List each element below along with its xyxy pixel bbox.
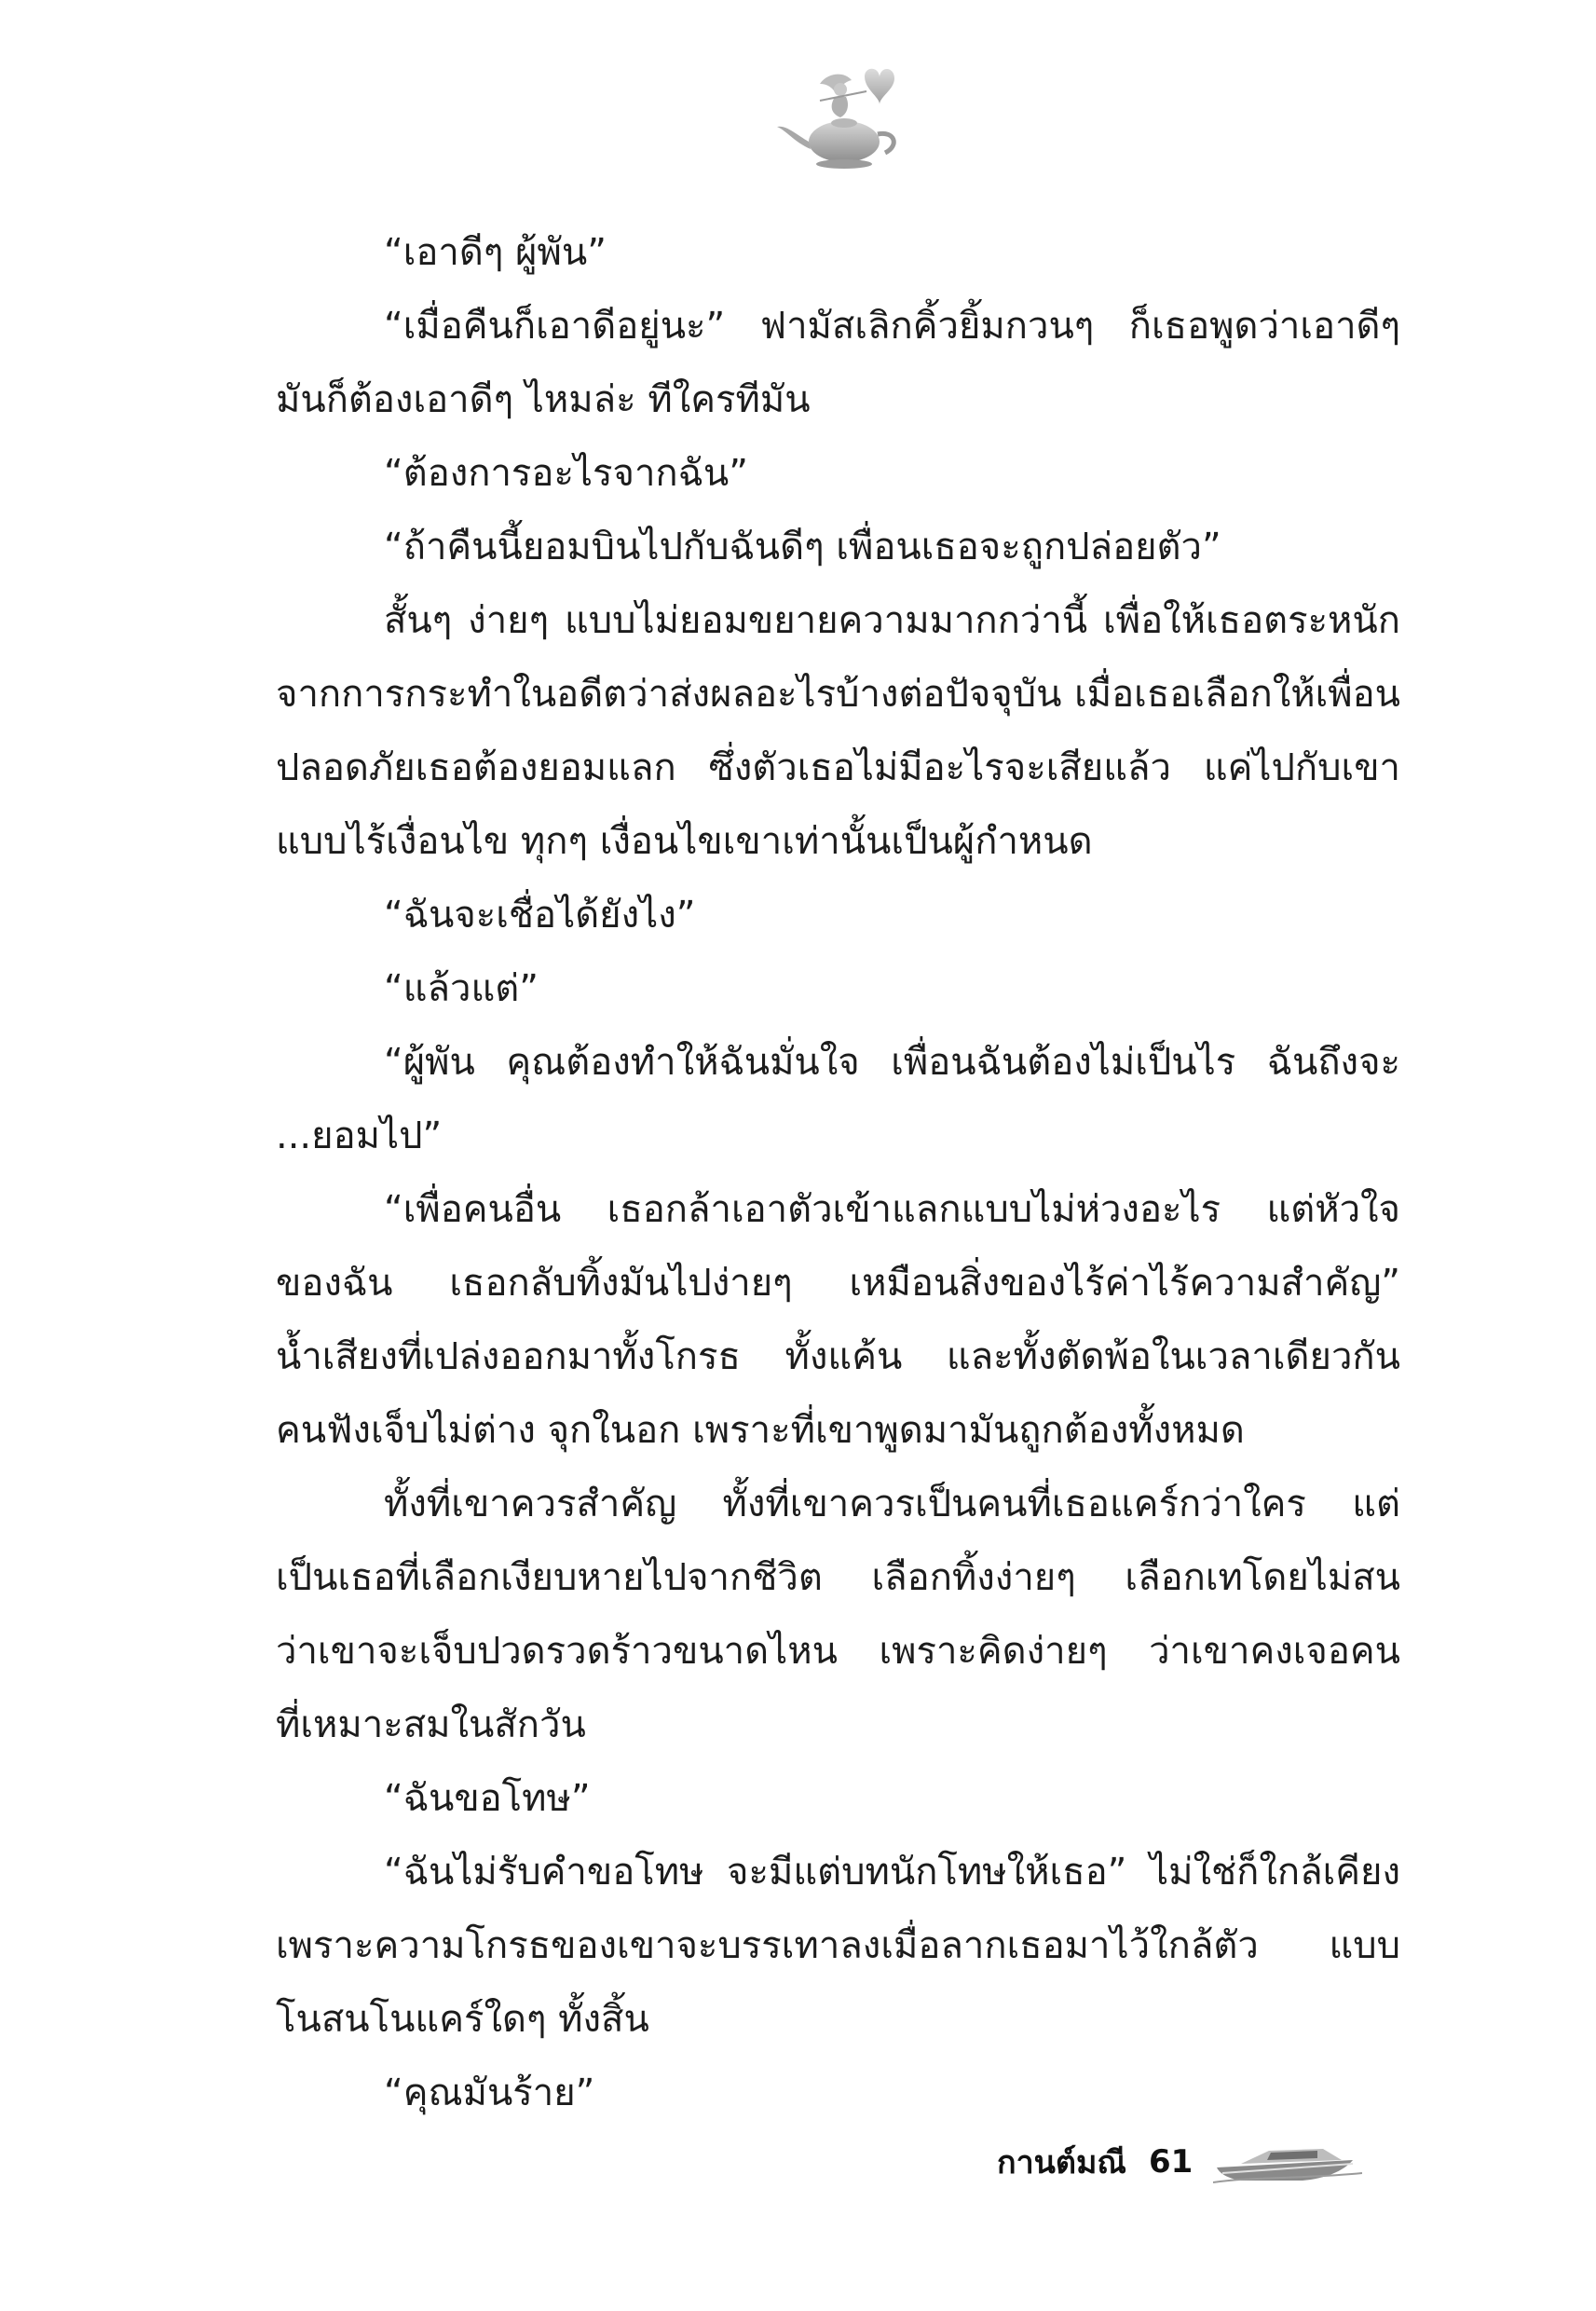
page-text: [276, 216, 1400, 2130]
text-line: “ฉันขอโทษ”: [384, 1777, 591, 1820]
text-line: “เอาดีๆ ผู้พัน”: [384, 231, 607, 274]
text-line: คนฟังเจ็บไม่ต่าง จุกในอก เพราะที่เขาพูดมามันถูกต้องทั้งหมด: [276, 1409, 1245, 1452]
text-line: “ถ้าคืนนี้ยอมบินไปกับฉันดีๆ เพื่อนเธอจะถูกปล่อยตัว”: [384, 526, 1221, 568]
text-line: “เมื่อคืนก็เอาดีอยู่นะ” ฟามัสเลิกคิ้วยิ้มกวนๆ ก็เธอพูดว่าเอาดีๆ: [384, 305, 1400, 348]
text-line: โนสนโนแคร์ใดๆ ทั้งสิ้น: [276, 1998, 649, 2041]
text-line: ...ยอมไป”: [276, 1114, 443, 1157]
yacht-icon: [1213, 2140, 1362, 2184]
text-line: “ฉันไม่รับคำขอโทษ จะมีแต่บทนักโทษให้เธอ” ไม่ใช่ก็ใกล้เคียง: [384, 1851, 1400, 1894]
text-line: “ฉันจะเชื่อได้ยังไง”: [384, 894, 696, 937]
cupid-teapot-ornament-icon: [755, 56, 922, 177]
text-line: “ผู้พัน คุณต้องทำให้ฉันมั่นใจ เพื่อนฉันต้องไม่เป็นไร ฉันถึงจะ: [384, 1041, 1400, 1084]
text-line: ว่าเขาจะเจ็บปวดรวดร้าวขนาดไหน เพราะคิดง่ายๆ ว่าเขาคงเจอคน: [276, 1630, 1400, 1673]
book-title: กานต์มณี: [997, 2144, 1126, 2181]
text-line: “เพื่อคนอื่น เธอกล้าเอาตัวเข้าแลกแบบไม่ห่วงอะไร แต่หัวใจ: [384, 1188, 1400, 1231]
text-line: ทั้งที่เขาควรสำคัญ ทั้งที่เขาควรเป็นคนที่เธอแคร์กว่าใคร แต่: [384, 1483, 1400, 1525]
text-line: ที่เหมาะสมในสักวัน: [276, 1703, 586, 1746]
text-line: น้ำเสียงที่เปล่งออกมาทั้งโกรธ ทั้งแค้น และทั้งตัดพ้อในเวลาเดียวกัน: [276, 1335, 1400, 1378]
page-footer: [997, 2134, 1362, 2190]
text-line: สั้นๆ ง่ายๆ แบบไม่ยอมขยายความมากกว่านี้ เพื่อให้เธอตระหนัก: [384, 599, 1400, 642]
text-line: ของฉัน เธอกลับทิ้งมันไปง่ายๆ เหมือนสิ่งของไร้ค่าไร้ความสำคัญ”: [276, 1262, 1400, 1305]
text-line: แบบไร้เงื่อนไข ทุกๆ เงื่อนไขเขาเท่านั้นเป็นผู้กำหนด: [276, 820, 1093, 863]
text-line: มันก็ต้องเอาดีๆ ไหมล่ะ ทีใครทีมัน: [276, 378, 811, 421]
text-line: ปลอดภัยเธอต้องยอมแลก ซึ่งตัวเธอไม่มีอะไรจะเสียแล้ว แค่ไปกับเขา: [276, 746, 1400, 789]
text-line: จากการกระทำในอดีตว่าส่งผลอะไรบ้างต่อปัจจุบัน เมื่อเธอเลือกให้เพื่อน: [276, 673, 1400, 716]
text-line: “แล้วแต่”: [384, 967, 539, 1010]
text-line: เพราะความโกรธของเขาจะบรรเทาลงเมื่อลากเธอมาไว้ใกล้ตัว แบบ: [276, 1924, 1400, 1967]
text-line: “คุณมันร้าย”: [384, 2072, 595, 2114]
text-line: “ต้องการอะไรจากฉัน”: [384, 452, 748, 495]
page-number: 61: [1148, 2143, 1194, 2181]
text-line: เป็นเธอที่เลือกเงียบหายไปจากชีวิต เลือกทิ้งง่ายๆ เลือกเทโดยไม่สน: [276, 1556, 1400, 1599]
